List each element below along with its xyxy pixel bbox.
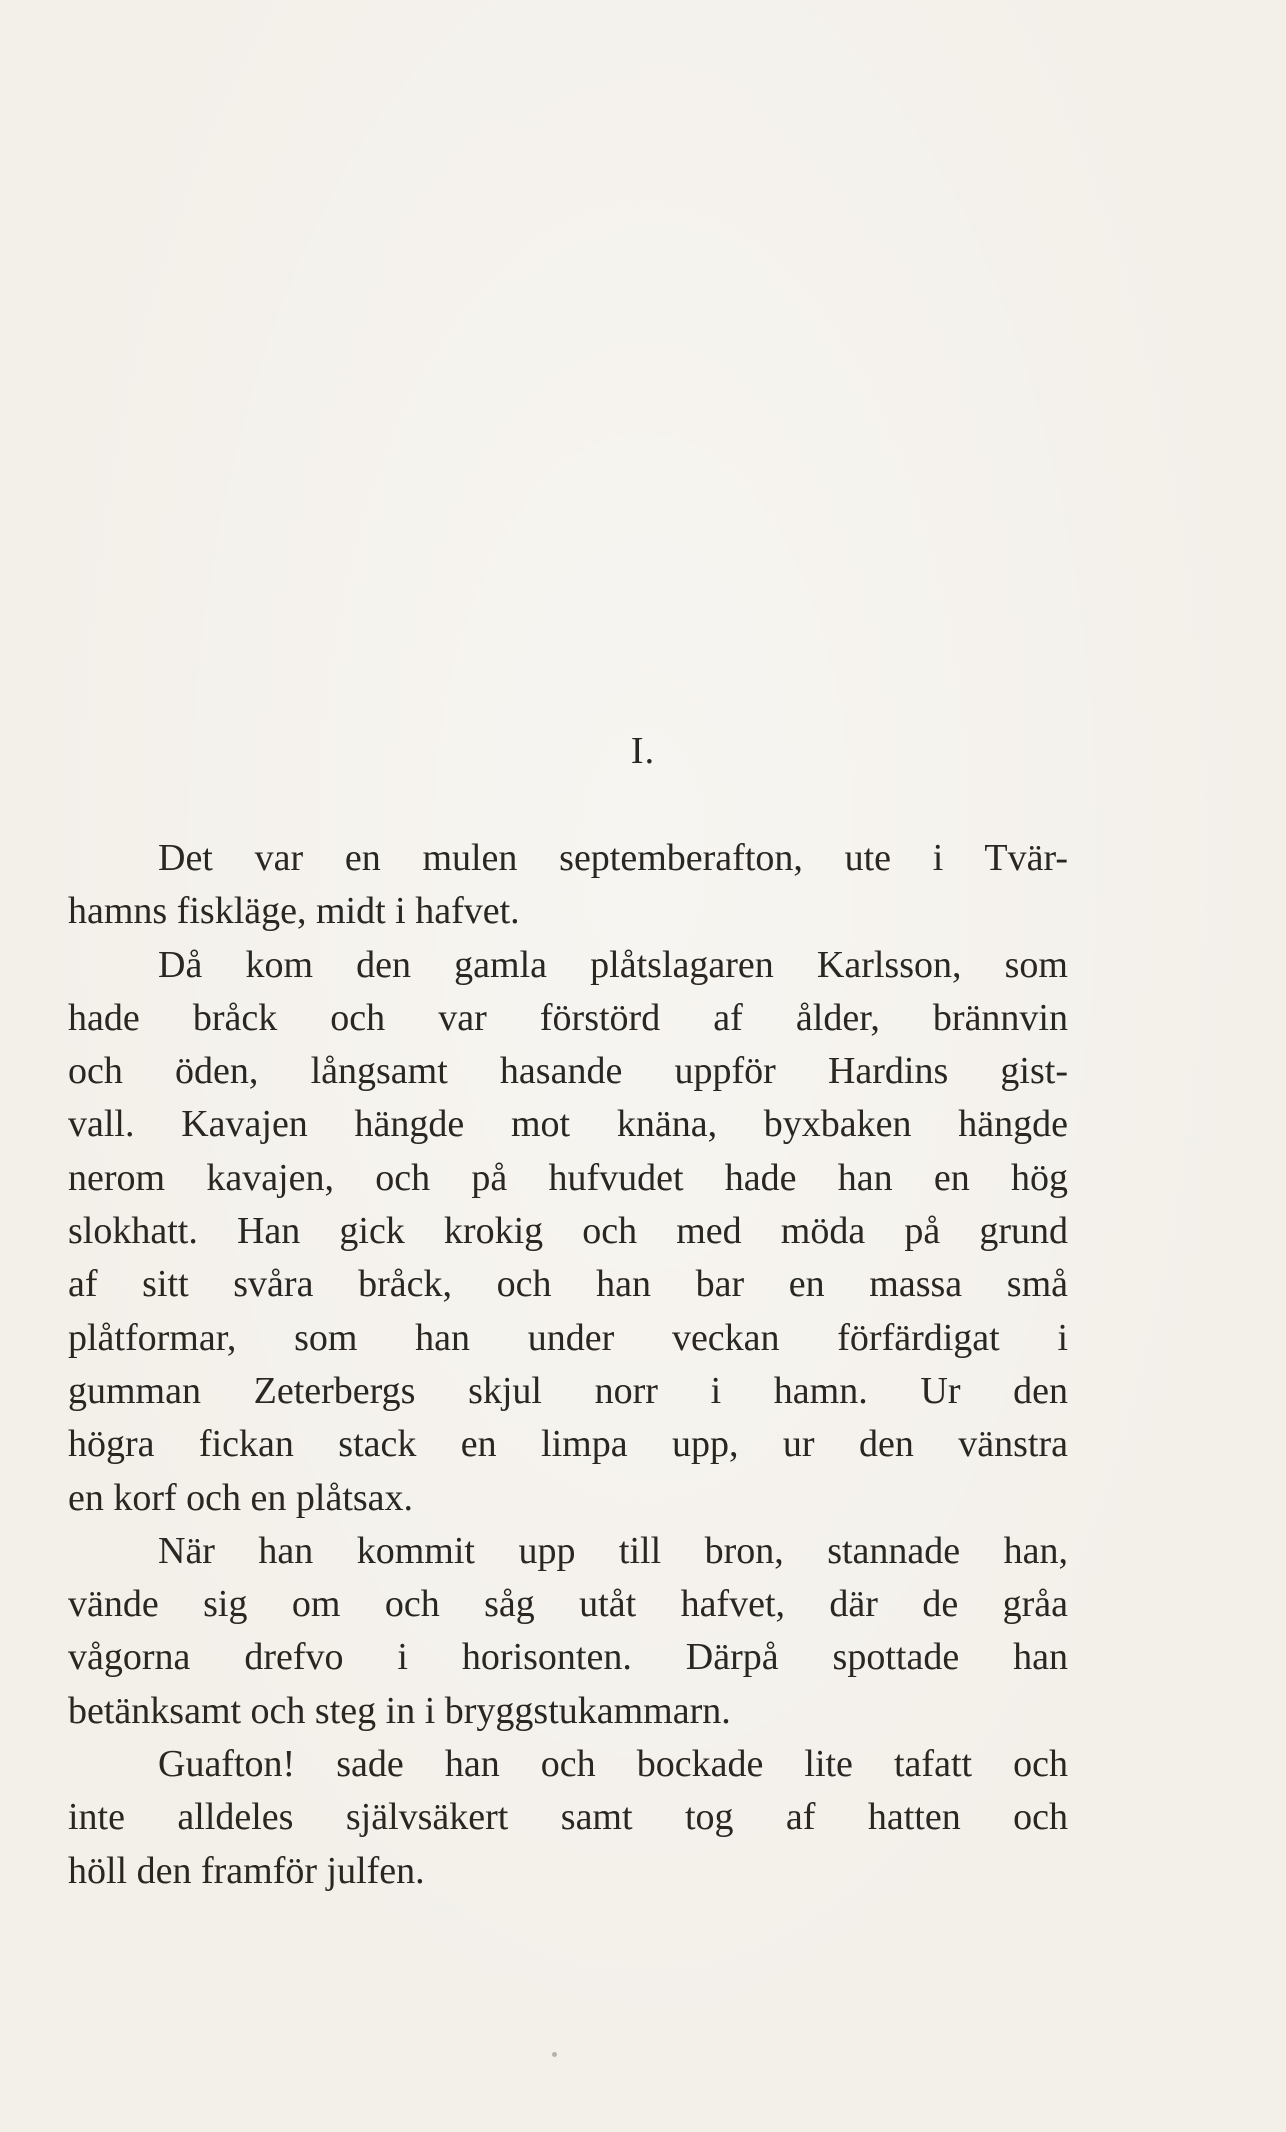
text-line: hamns fiskläge, midt i hafvet. — [68, 890, 520, 933]
text-line: högra fickan stack en limpa upp, ur den vänstra — [68, 1423, 1068, 1466]
text-line: höll den framför julfen. — [68, 1849, 425, 1892]
text-line: Guafton! sade han och bockade lite tafatt och — [158, 1743, 1068, 1786]
text-line: Det var en mulen septemberafton, ute i Tvär- — [158, 837, 1068, 879]
text-line: Då kom den gamla plåtslagaren Karlsson, som — [158, 943, 1068, 986]
text-line: gumman Zeterbergs skjul norr i hamn. Ur den — [68, 1369, 1068, 1412]
chapter-number: I. — [630, 730, 656, 772]
text-line: plåtformar, som han under veckan förfärdigat i — [68, 1316, 1068, 1359]
text-line: betänksamt och steg in i bryggstukammarn. — [68, 1689, 731, 1732]
text-line: vall. Kavajen hängde mot knäna, byxbaken hängde — [68, 1103, 1068, 1146]
text-line: vågorna drefvo i horisonten. Därpå spottade han — [68, 1636, 1068, 1679]
text-line: af sitt svåra bråck, och han bar en massa små — [68, 1263, 1068, 1306]
text-line: vände sig om och såg utåt hafvet, där de gråa — [68, 1583, 1068, 1626]
text-line: slokhatt. Han gick krokig och med möda på grund — [68, 1210, 1068, 1253]
paper-speck — [552, 2052, 557, 2057]
text-line: och öden, långsamt hasande uppför Hardins gist- — [68, 1050, 1068, 1093]
text-line: en korf och en plåtsax. — [68, 1476, 414, 1519]
body-text — [68, 832, 1068, 1898]
text-line: nerom kavajen, och på hufvudet hade han en hög — [68, 1156, 1068, 1199]
text-line: När han kommit upp till bron, stannade han, — [158, 1529, 1068, 1572]
text-line: inte alldeles självsäkert samt tog af hatten och — [68, 1796, 1068, 1839]
text-line: hade bråck och var förstörd af ålder, brännvin — [68, 996, 1068, 1039]
